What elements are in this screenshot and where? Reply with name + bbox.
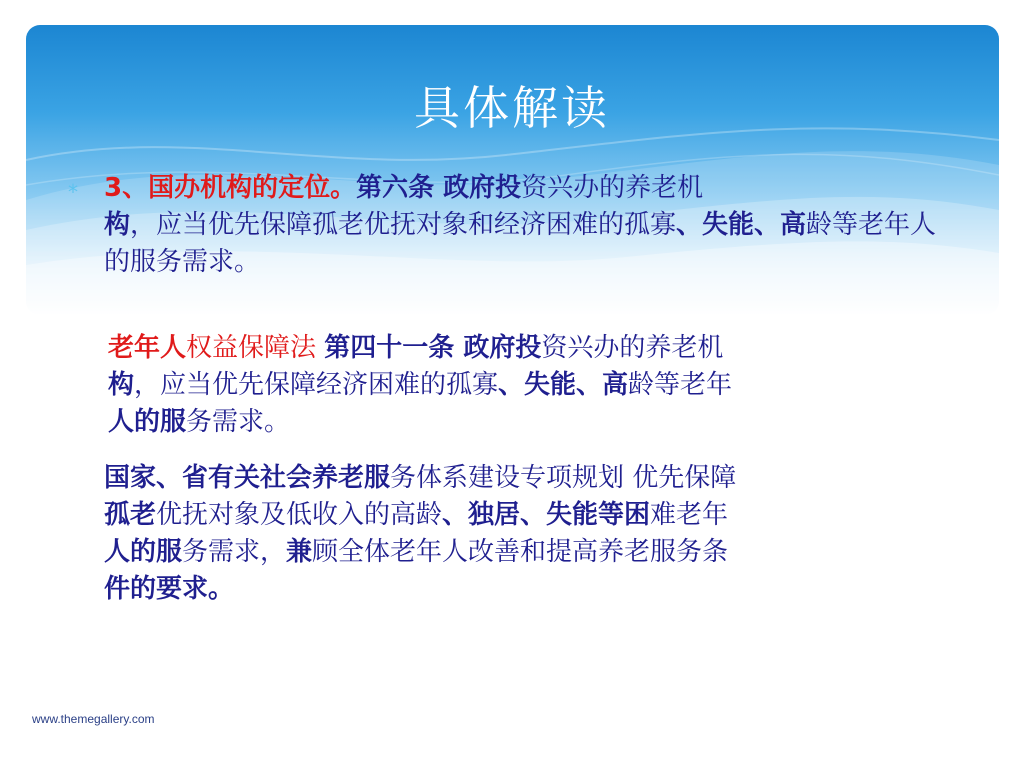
p3-seg1: 国家、省有关社会养老服	[104, 463, 391, 493]
p2-seg4: ，应当优先保障经济困难的孤寡	[134, 370, 499, 400]
p1-seg4: ，应当优先保障孤老优抚对象和经济困难的孤寡	[130, 210, 677, 240]
p2-seg2: 资兴办的养老机	[541, 333, 724, 363]
p1-seg3: 构	[104, 210, 131, 240]
section-label: 3、国办机构的定位。	[104, 173, 357, 203]
p3-seg11: 件的要求。	[104, 574, 235, 604]
p3-seg3: 孤老	[104, 500, 157, 530]
law-name-bold: 老年人	[108, 333, 187, 363]
p1-seg6: 龄等老年人的服务需求。	[104, 210, 937, 277]
p3-seg10: 顾全体老年人改善和提高养老服务条	[312, 537, 729, 567]
paragraph-article-41	[104, 330, 944, 441]
p1-seg1: 第六条 政府投	[356, 173, 522, 203]
p2-seg8: 务需求。	[186, 407, 291, 437]
footer-url: www.themegallery.com	[32, 712, 155, 726]
law-name: 权益保障法	[186, 333, 317, 363]
p3-seg7: 人的服	[104, 537, 183, 567]
paragraph-national-plan	[104, 460, 944, 608]
p2-seg1: 第四十一条 政府投	[324, 333, 542, 363]
bullet-icon: *	[68, 180, 78, 204]
p2-seg7: 人的服	[108, 407, 187, 437]
paragraph-article-6	[104, 170, 944, 281]
p3-seg8: 务需求，	[182, 537, 287, 567]
body-content	[68, 170, 944, 608]
p2-seg3: 构	[108, 370, 135, 400]
p3-seg9: 兼	[286, 537, 313, 567]
p3-seg4: 优抚对象及低收入的高龄	[156, 500, 443, 530]
p1-seg5: 、失能、高	[676, 210, 807, 240]
p1-seg2: 资兴办的养老机	[521, 173, 704, 203]
p3-seg2: 务体系建设专项规划 优先保障	[390, 463, 737, 493]
slide-title: 具体解读	[414, 81, 610, 135]
p2-seg5: 、失能、高	[498, 370, 629, 400]
p3-seg6: 难老年	[650, 500, 729, 530]
p3-seg5: 、独居、失能等困	[442, 500, 651, 530]
p2-seg6: 龄等老年	[628, 370, 733, 400]
